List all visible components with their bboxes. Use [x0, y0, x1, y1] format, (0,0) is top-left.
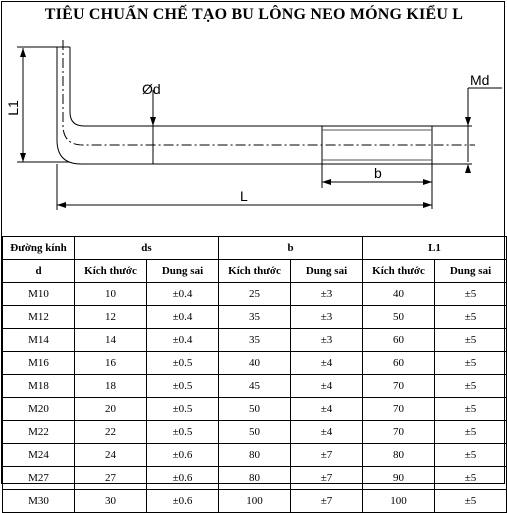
cell-b-tol: ±4 [291, 398, 363, 421]
cell-b: 100 [219, 490, 291, 513]
cell-ds: 24 [75, 444, 147, 467]
cell-l1-tol: ±5 [435, 375, 507, 398]
cell-l1: 70 [363, 398, 435, 421]
bolt-centerline [63, 40, 475, 145]
cell-b-tol: ±4 [291, 375, 363, 398]
cell-b: 35 [219, 306, 291, 329]
cell-ds-tol: ±0.4 [147, 306, 219, 329]
cell-l1-tol: ±5 [435, 306, 507, 329]
cell-ds: 14 [75, 329, 147, 352]
bolt-inner-edge [70, 47, 322, 126]
cell-ds: 10 [75, 283, 147, 306]
table-row [3, 329, 507, 352]
cell-b: 80 [219, 467, 291, 490]
l-bolt-diagram [2, 30, 506, 236]
cell-l1-tol: ±5 [435, 398, 507, 421]
cell-ds: 18 [75, 375, 147, 398]
table-row [3, 375, 507, 398]
cell-d: M24 [3, 444, 75, 467]
cell-b-tol: ±7 [291, 444, 363, 467]
l-arrow-left [57, 202, 66, 208]
table-row [3, 444, 507, 467]
cell-l1: 70 [363, 375, 435, 398]
cell-d: M14 [3, 329, 75, 352]
od-label: Ød [142, 81, 161, 97]
cell-b-tol: ±7 [291, 490, 363, 513]
cell-l1: 80 [363, 444, 435, 467]
cell-ds-tol: ±0.4 [147, 283, 219, 306]
cell-ds: 22 [75, 421, 147, 444]
md-label: Md [470, 72, 490, 88]
cell-l1: 40 [363, 283, 435, 306]
table-row [3, 352, 507, 375]
cell-b-tol: ±4 [291, 421, 363, 444]
cell-ds-tol: ±0.5 [147, 375, 219, 398]
cell-d: M30 [3, 490, 75, 513]
cell-b-tol: ±7 [291, 467, 363, 490]
cell-l1-tol: ±5 [435, 467, 507, 490]
bolt-drawing [2, 30, 506, 236]
cell-l1: 60 [363, 352, 435, 375]
spec-table [2, 236, 507, 513]
header-ds: ds [75, 237, 219, 260]
header-row-1 [3, 237, 507, 260]
l1-label: L1 [5, 100, 21, 116]
cell-l1-tol: ±5 [435, 490, 507, 513]
cell-ds-tol: ±0.5 [147, 352, 219, 375]
cell-l1: 100 [363, 490, 435, 513]
cell-ds: 12 [75, 306, 147, 329]
header-row-2 [3, 260, 507, 283]
header-l1: L1 [363, 237, 507, 260]
md-arrow-top [465, 117, 471, 126]
cell-b-tol: ±4 [291, 352, 363, 375]
table-row [3, 490, 507, 513]
table-row [3, 421, 507, 444]
table-row [3, 467, 507, 490]
cell-l1: 50 [363, 306, 435, 329]
cell-l1-tol: ±5 [435, 444, 507, 467]
header-l1-tol: Dung sai [435, 260, 507, 283]
table-row [3, 283, 507, 306]
cell-l1: 70 [363, 421, 435, 444]
cell-ds-tol: ±0.6 [147, 490, 219, 513]
cell-d: M18 [3, 375, 75, 398]
header-ds-size: Kích thước [75, 260, 147, 283]
header-l1-size: Kích thước [363, 260, 435, 283]
bolt-outer-edge [57, 47, 322, 164]
l1-arrow-top [20, 48, 26, 57]
cell-ds-tol: ±0.4 [147, 329, 219, 352]
header-b-tol: Dung sai [291, 260, 363, 283]
cell-b-tol: ±3 [291, 283, 363, 306]
md-arrow-bottom [465, 164, 471, 173]
cell-ds: 16 [75, 352, 147, 375]
header-ds-tol: Dung sai [147, 260, 219, 283]
cell-d: M20 [3, 398, 75, 421]
cell-d: M10 [3, 283, 75, 306]
cell-b: 80 [219, 444, 291, 467]
b-arrow-left [322, 179, 331, 185]
header-diameter: Đường kính [3, 237, 75, 260]
cell-ds-tol: ±0.5 [147, 398, 219, 421]
l1-arrow-bottom [20, 153, 26, 162]
cell-b: 45 [219, 375, 291, 398]
cell-l1: 60 [363, 329, 435, 352]
cell-d: M16 [3, 352, 75, 375]
table-row [3, 306, 507, 329]
cell-ds-tol: ±0.6 [147, 467, 219, 490]
l-label: L [240, 188, 248, 204]
cell-ds: 20 [75, 398, 147, 421]
cell-b: 35 [219, 329, 291, 352]
cell-ds: 27 [75, 467, 147, 490]
od-arrow [150, 117, 156, 126]
table-row [3, 398, 507, 421]
cell-b: 40 [219, 352, 291, 375]
cell-ds-tol: ±0.6 [147, 444, 219, 467]
header-b: b [219, 237, 363, 260]
l-arrow-right [423, 202, 432, 208]
cell-b: 25 [219, 283, 291, 306]
cell-ds-tol: ±0.5 [147, 421, 219, 444]
page-title: TIÊU CHUẨN CHẾ TẠO BU LÔNG NEO MÓNG KIỂU L [44, 6, 464, 23]
header-d: d [3, 260, 75, 283]
b-label: b [374, 165, 382, 181]
cell-l1: 90 [363, 467, 435, 490]
cell-l1-tol: ±5 [435, 329, 507, 352]
cell-b: 50 [219, 398, 291, 421]
b-arrow-right [423, 179, 432, 185]
cell-b-tol: ±3 [291, 329, 363, 352]
cell-d: M12 [3, 306, 75, 329]
spec-sheet [1, 1, 505, 507]
cell-l1-tol: ±5 [435, 421, 507, 444]
cell-d: M22 [3, 421, 75, 444]
header-b-size: Kích thước [219, 260, 291, 283]
cell-d: M27 [3, 467, 75, 490]
cell-b: 50 [219, 421, 291, 444]
cell-ds: 30 [75, 490, 147, 513]
cell-b-tol: ±3 [291, 306, 363, 329]
cell-l1-tol: ±5 [435, 352, 507, 375]
thread-section [322, 126, 432, 164]
cell-l1-tol: ±5 [435, 283, 507, 306]
